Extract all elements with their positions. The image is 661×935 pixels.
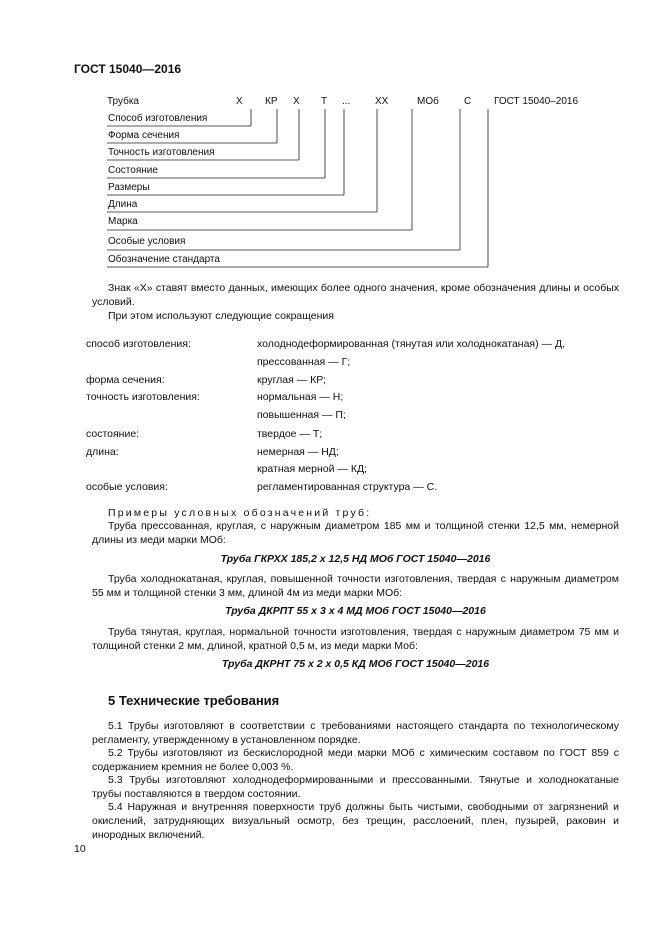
abbrev-term: состояние: bbox=[86, 428, 140, 440]
examples-heading: Примеры условных обозначений труб: bbox=[108, 507, 372, 519]
scheme-code: ГОСТ 15040–2016 bbox=[494, 96, 579, 107]
scheme-row-label: Состояние bbox=[108, 165, 158, 176]
abbrev-term: длина: bbox=[86, 446, 119, 458]
abbrev-value: регламентированная структура — С. bbox=[257, 481, 438, 493]
abbrev-value: прессованная — Г; bbox=[257, 356, 351, 368]
scheme-row-label: Особые условия bbox=[108, 236, 186, 247]
note-paragraph: При этом используют следующие сокращения bbox=[108, 310, 334, 322]
scheme-row-label: Точность изготовления bbox=[108, 147, 215, 158]
abbrev-term: точность изготовления: bbox=[86, 391, 200, 403]
document-header: ГОСТ 15040—2016 bbox=[74, 62, 182, 76]
abbrev-term: способ изготовления: bbox=[86, 338, 191, 350]
abbrev-value: немерная — НД; bbox=[257, 446, 339, 458]
scheme-code: Х bbox=[236, 96, 243, 107]
abbrev-value: твердое — Т; bbox=[257, 428, 323, 440]
scheme-code: ХХ bbox=[375, 96, 389, 107]
scheme-code: Х bbox=[293, 96, 300, 107]
scheme-code: МОб bbox=[417, 96, 439, 107]
page-number: 10 bbox=[74, 843, 86, 855]
requirement-paragraph: 5.2 Трубы изготовляют из бескислородной меди марки МОб с химическим составом по ГОСТ 859 с содержанием кремния не более 0,003 %. bbox=[92, 747, 619, 773]
example-designation: Труба ДКРПТ 55 х 3 х 4 МД МОб ГОСТ 15040—2016 bbox=[225, 605, 486, 617]
abbrev-value: нормальная — Н; bbox=[257, 391, 344, 403]
abbrev-value: повышенная — П; bbox=[257, 409, 346, 421]
scheme-row-label: Длина bbox=[108, 199, 138, 210]
abbrev-term: форма сечения: bbox=[86, 374, 165, 386]
scheme-row-label: Форма сечения bbox=[108, 130, 180, 141]
example-designation: Труба ДКРНТ 75 х 2 х 0,5 КД МОб ГОСТ 15040—2016 bbox=[221, 658, 490, 670]
abbrev-term: особые условия: bbox=[86, 481, 168, 493]
example-text: Труба холоднокатаная, круглая, повышенной точности изготовления, твердая с наружным диаметром 55 мм и толщиной стенки 3 мм, длиной 4м из меди марки МОб: bbox=[92, 573, 619, 599]
section-title: 5 Технические требования bbox=[108, 693, 280, 708]
requirement-paragraph: 5.3 Трубы изготовляют холоднодеформированными и прессованными. Тянутые и холоднокатаные трубы поставляются в твердом состоянии. bbox=[92, 774, 619, 800]
requirement-paragraph: 5.4 Наружная и внутренняя поверхности труб должны быть чистыми, свободными от загрязнений и окислений, затрудняющих визуальный осмотр, без трещин, расслоений, плен, пузырей, раковин и инородных включений. bbox=[92, 801, 619, 841]
abbrev-value: холоднодеформированная (тянутая или холоднокатаная) — Д, bbox=[257, 338, 565, 350]
example-text: Труба прессованная, круглая, с наружным диаметром 185 мм и толщиной стенки 12,5 мм, немерной длины из меди марки МОб: bbox=[92, 520, 619, 546]
example-text: Труба тянутая, круглая, нормальной точности изготовления, твердая с наружным диаметром 75 мм и толщиной стенки 2 мм, длиной, кратной 0,5 м, из меди марки Моб: bbox=[92, 626, 619, 652]
scheme-code: КР bbox=[265, 96, 278, 107]
scheme-row-label: Марка bbox=[108, 216, 138, 227]
scheme-code: ... bbox=[342, 96, 351, 107]
abbrev-value: круглая — КР; bbox=[257, 374, 326, 386]
scheme-row-label: Способ изготовления bbox=[108, 113, 208, 124]
scheme-head-label: Трубка bbox=[107, 96, 139, 107]
example-designation: Труба ГКРХХ 185,2 х 12,5 НД МОб ГОСТ 15040—2016 bbox=[220, 553, 491, 565]
scheme-row-label: Обозначение стандарта bbox=[108, 254, 220, 265]
abbrev-value: кратная мерной — КД; bbox=[257, 463, 367, 475]
note-paragraph: Знак «Х» ставят вместо данных, имеющих более одного значения, кроме обозначения длины и особых условий. bbox=[92, 282, 619, 308]
requirement-paragraph: 5.1 Трубы изготовляют в соответствии с требованиями настоящего стандарта по технологическому регламенту, утвержденному в установленном порядке. bbox=[92, 720, 619, 746]
scheme-row-label: Размеры bbox=[108, 182, 150, 193]
scheme-code: Т bbox=[321, 96, 328, 107]
scheme-code: С bbox=[464, 96, 472, 107]
